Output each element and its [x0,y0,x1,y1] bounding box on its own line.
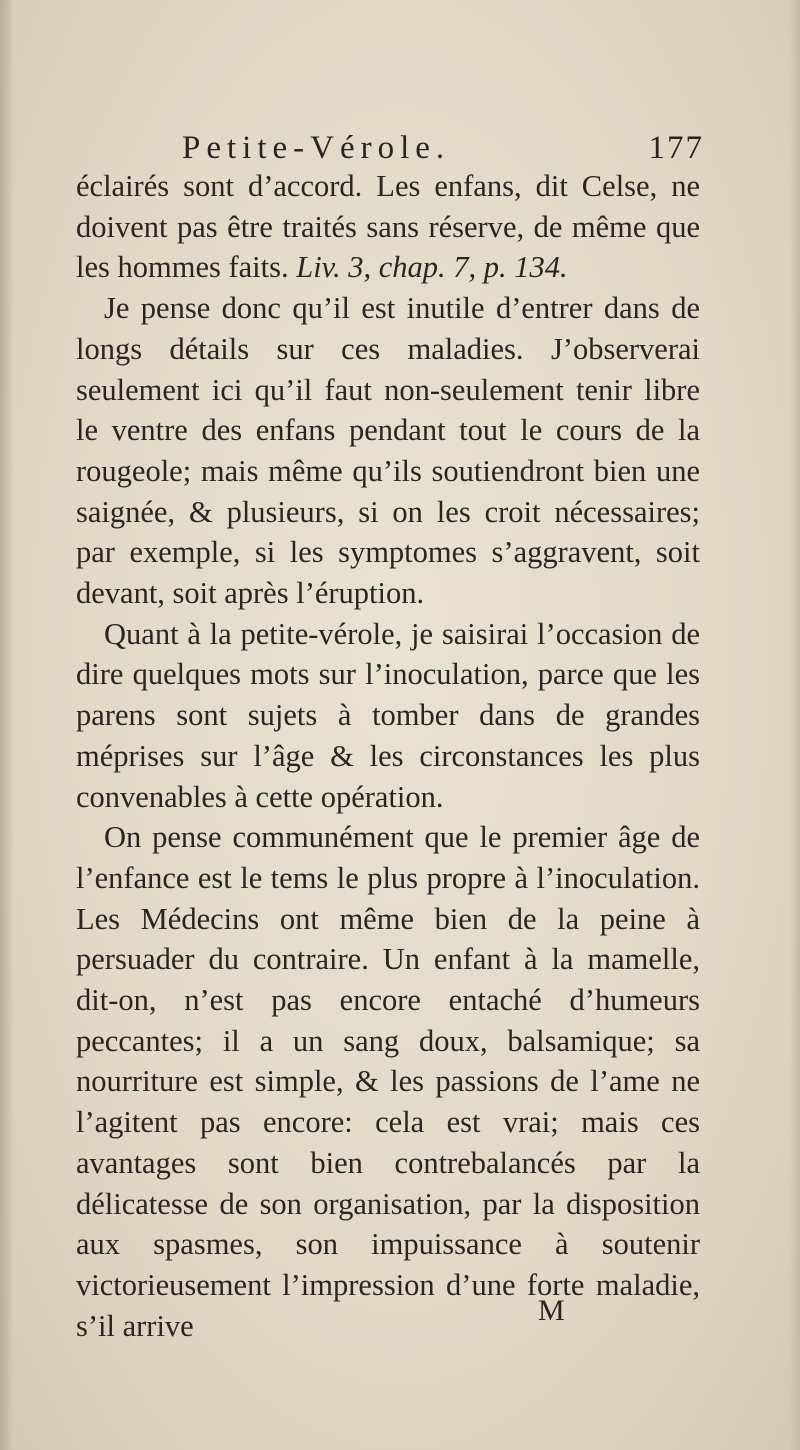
signature-mark: M [538,1294,567,1327]
paragraph-1-text: éclairés sont d’accord. Les enfans, dit Celse, ne doivent pas être traités sans réserve, de même que les hommes faits. [76,169,700,285]
paragraph-2: Je pense donc qu’il est inutile d’entrer dans de longs détails sur ces maladies. J’observerai seulement ici qu’il faut non-seulement tenir libre le ventre des enfans pendant tout le cours de la rougeole; mais même qu’ils soutiendront bien une saignée, & plusieurs, si on les croit nécessaires; par exemple, si les symptomes s’aggravent, soit devant, soit après l’éruption. [76,291,700,611]
page-number: 177 [648,130,704,166]
paragraph-4: On pense communément que le premier âge de l’enfance est le tems le plus propre à l’inoculation. Les Médecins ont même bien de la peine à persuader du contraire. Un enfant à la mamelle, dit-on, n’est pas encore entaché d’humeurs peccantes; il a un sang doux, balsamique; sa nourriture est simple, & les passions de l’ame ne l’agitent pas encore: cela est vrai; mais ces avantages sont bien contrebalancés par la délicatesse de son organisation, par la disposition aux spasmes, son impuissance à soutenir victorieusement l’impression d’une forte maladie, s’il arrive [76,820,700,1343]
paragraph-1 [76,166,700,288]
running-title: Petite-Vérole. [182,130,451,166]
page-edge-shadow-left [0,0,14,1450]
page-edge-shadow-right [790,0,800,1450]
paragraph-3: Quant à la petite-vérole, je saisirai l’occasion de dire quelques mots sur l’inoculation, parce que les parens sont sujets à tomber dans de grandes méprises sur l’âge & les circonstances les plus convenables à cette opération. [76,616,700,814]
body-text [76,166,700,1346]
citation: Liv. 3, chap. 7, p. 134. [296,250,568,285]
running-header [182,130,704,170]
